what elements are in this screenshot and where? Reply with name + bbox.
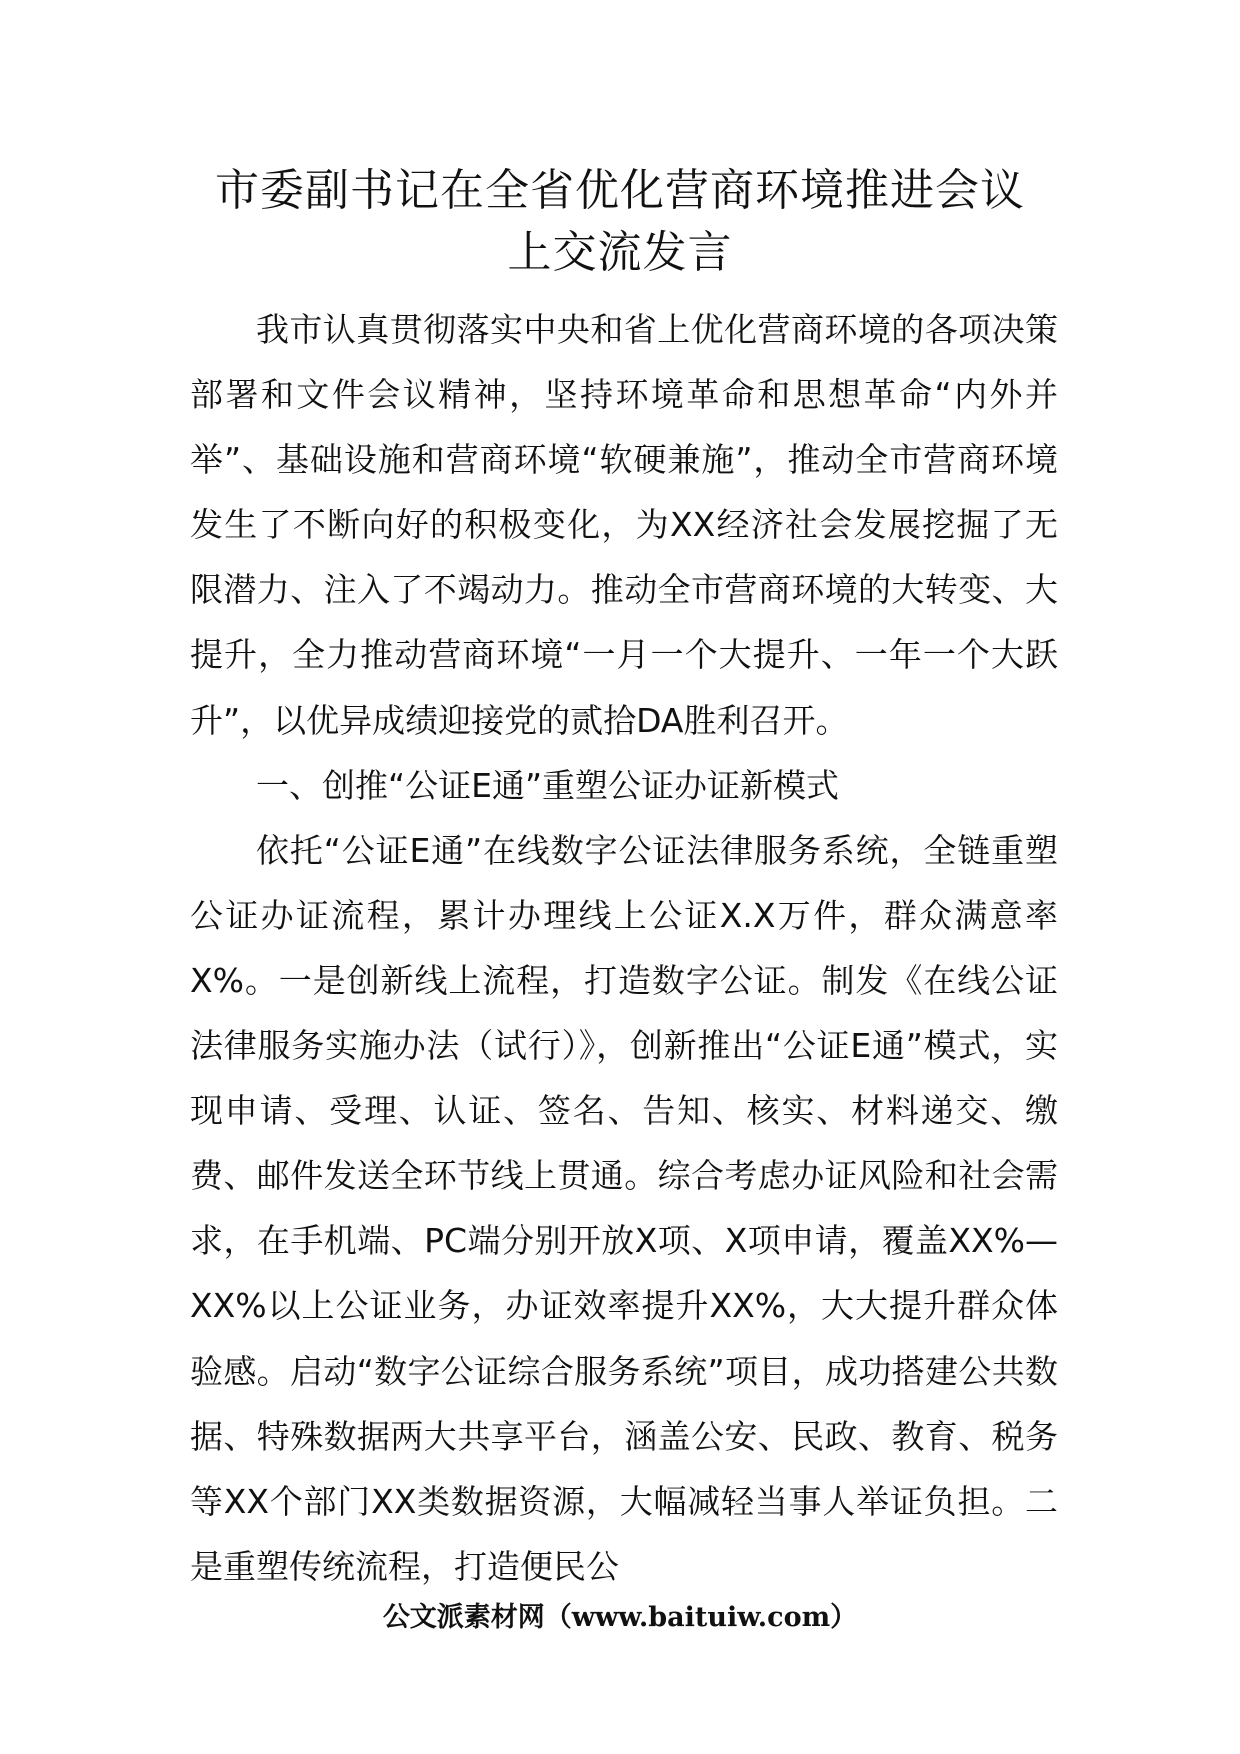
- document-body: [190, 297, 1058, 1599]
- section-heading-1: 一、创推“公证E通”重塑公证办证新模式: [256, 765, 840, 805]
- document-title: [170, 160, 1070, 284]
- title-line-1: 市委副书记在全省优化营商环境推进会议: [215, 165, 1025, 216]
- title-line-2: 上交流发言: [507, 227, 733, 278]
- footer-watermark: 公文派素材网（www.baituiw.com）: [382, 1602, 858, 1633]
- paragraph-intro: 我市认真贯彻落实中央和省上优化营商环境的各项决策部署和文件会议精神，坚持环境革命和思想革命“内外并举”、基础设施和营商环境“软硬兼施”，推动全市营商环境发生了不断向好的积极变化，为XX经济社会发展挖掘了无限潜力、注入了不竭动力。推动全市营商环境的大转变、大提升，全力推动营商环境“一月一个大提升、一年一个大跃升”，以优异成绩迎接党的贰拾DA胜利召开。: [190, 310, 1058, 740]
- paragraph-section-1: 依托“公证E通”在线数字公证法律服务系统，全链重塑公证办证流程，累计办理线上公证X.X万件，群众满意率X%。一是创新线上流程，打造数字公证。制发《在线公证法律服务实施办法（试行）》，创新推出“公证E通”模式，实现申请、受理、认证、签名、告知、核实、材料递交、缴费、邮件发送全环节线上贯通。综合考虑办证风险和社会需求，在手机端、PC端分别开放X项、X项申请，覆盖XX%—XX%以上公证业务，办证效率提升XX%，大大提升群众体验感。启动“数字公证综合服务系统”项目，成功搭建公共数据、特殊数据两大共享平台，涵盖公安、民政、教育、税务等XX个部门XX类数据资源，大幅减轻当事人举证负担。二是重塑传统流程，打造便民公: [190, 830, 1058, 1586]
